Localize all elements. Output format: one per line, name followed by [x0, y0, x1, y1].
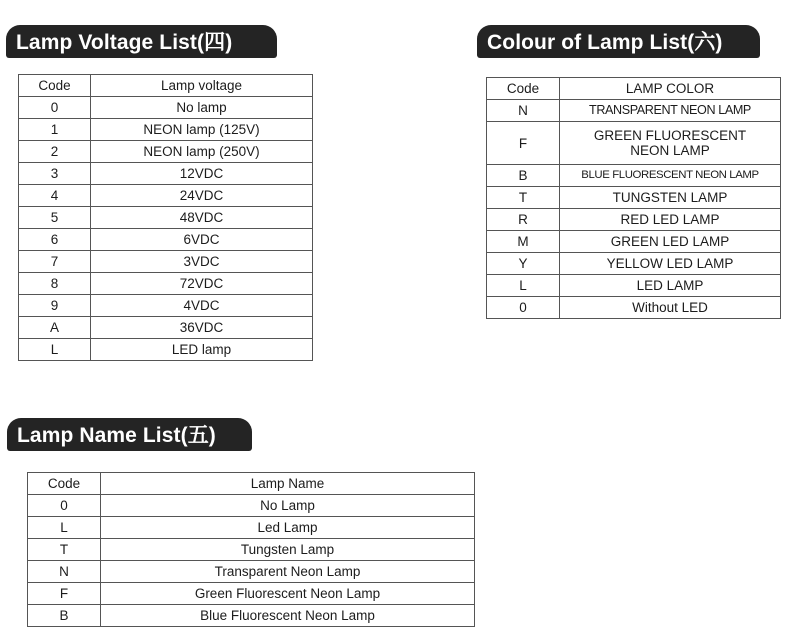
- color-cell: YELLOW LED LAMP: [560, 253, 781, 275]
- table-row: [28, 583, 475, 605]
- table-row: [19, 229, 313, 251]
- code-cell: 9: [19, 295, 91, 317]
- column-header-lamp-name: Lamp Name: [101, 473, 475, 495]
- color-cell: TRANSPARENT NEON LAMP: [560, 100, 781, 122]
- code-cell: B: [487, 165, 560, 187]
- table-row: [28, 495, 475, 517]
- color-cell: RED LED LAMP: [560, 209, 781, 231]
- table-row: [28, 517, 475, 539]
- voltage-cell: NEON lamp (250V): [91, 141, 313, 163]
- voltage-cell: LED lamp: [91, 339, 313, 361]
- code-cell: M: [487, 231, 560, 253]
- table-row: [19, 339, 313, 361]
- code-cell: F: [28, 583, 101, 605]
- table-header-row: [19, 75, 313, 97]
- name-cell: Blue Fluorescent Neon Lamp: [101, 605, 475, 627]
- code-cell: N: [28, 561, 101, 583]
- table-row: [28, 605, 475, 627]
- name-cell: Transparent Neon Lamp: [101, 561, 475, 583]
- color-cell: BLUE FLUORESCENT NEON LAMP: [560, 165, 781, 187]
- code-cell: 2: [19, 141, 91, 163]
- voltage-cell: 4VDC: [91, 295, 313, 317]
- table-row: [19, 251, 313, 273]
- table-row: [19, 97, 313, 119]
- column-header-lamp-voltage: Lamp voltage: [91, 75, 313, 97]
- column-header-code: Code: [19, 75, 91, 97]
- column-header-code: Code: [28, 473, 101, 495]
- name-list-title: Lamp Name List(五): [7, 418, 252, 451]
- table-row: [487, 275, 781, 297]
- table-header-row: [487, 78, 781, 100]
- table-row: [487, 231, 781, 253]
- voltage-cell: 6VDC: [91, 229, 313, 251]
- name-cell: Green Fluorescent Neon Lamp: [101, 583, 475, 605]
- code-cell: T: [28, 539, 101, 561]
- voltage-cell: No lamp: [91, 97, 313, 119]
- table-row: [19, 207, 313, 229]
- code-cell: 8: [19, 273, 91, 295]
- code-cell: L: [28, 517, 101, 539]
- code-cell: F: [487, 122, 560, 165]
- table-row: [19, 119, 313, 141]
- voltage-cell: 24VDC: [91, 185, 313, 207]
- table-row: [487, 122, 781, 165]
- voltage-cell: 3VDC: [91, 251, 313, 273]
- color-cell: LED LAMP: [560, 275, 781, 297]
- column-header-lamp-color: LAMP COLOR: [560, 78, 781, 100]
- colour-table: [486, 77, 781, 319]
- code-cell: N: [487, 100, 560, 122]
- code-cell: B: [28, 605, 101, 627]
- table-row: [19, 273, 313, 295]
- code-cell: 5: [19, 207, 91, 229]
- code-cell: 6: [19, 229, 91, 251]
- code-cell: T: [487, 187, 560, 209]
- voltage-table: [18, 74, 313, 361]
- voltage-list-title: Lamp Voltage List(四): [6, 25, 277, 58]
- table-row: [28, 539, 475, 561]
- voltage-cell: 36VDC: [91, 317, 313, 339]
- color-cell: TUNGSTEN LAMP: [560, 187, 781, 209]
- table-row: [487, 297, 781, 319]
- color-cell: GREEN LED LAMP: [560, 231, 781, 253]
- table-row: [487, 209, 781, 231]
- code-cell: 0: [487, 297, 560, 319]
- table-row: [487, 165, 781, 187]
- table-row: [19, 317, 313, 339]
- table-header-row: [28, 473, 475, 495]
- code-cell: L: [19, 339, 91, 361]
- code-cell: 3: [19, 163, 91, 185]
- voltage-cell: NEON lamp (125V): [91, 119, 313, 141]
- voltage-cell: 72VDC: [91, 273, 313, 295]
- colour-list-title: Colour of Lamp List(六): [477, 25, 760, 58]
- name-table: [27, 472, 475, 627]
- color-cell: Without LED: [560, 297, 781, 319]
- code-cell: 1: [19, 119, 91, 141]
- code-cell: L: [487, 275, 560, 297]
- code-cell: 4: [19, 185, 91, 207]
- table-row: [19, 163, 313, 185]
- name-cell: Led Lamp: [101, 517, 475, 539]
- voltage-cell: 48VDC: [91, 207, 313, 229]
- code-cell: 0: [19, 97, 91, 119]
- table-row: [487, 253, 781, 275]
- name-cell: Tungsten Lamp: [101, 539, 475, 561]
- color-cell: GREEN FLUORESCENT NEON LAMP: [560, 122, 781, 165]
- table-row: [487, 100, 781, 122]
- table-row: [487, 187, 781, 209]
- table-row: [19, 141, 313, 163]
- code-cell: 0: [28, 495, 101, 517]
- table-row: [19, 185, 313, 207]
- code-cell: Y: [487, 253, 560, 275]
- code-cell: A: [19, 317, 91, 339]
- voltage-cell: 12VDC: [91, 163, 313, 185]
- column-header-code: Code: [487, 78, 560, 100]
- code-cell: R: [487, 209, 560, 231]
- table-row: [19, 295, 313, 317]
- table-row: [28, 561, 475, 583]
- name-cell: No Lamp: [101, 495, 475, 517]
- code-cell: 7: [19, 251, 91, 273]
